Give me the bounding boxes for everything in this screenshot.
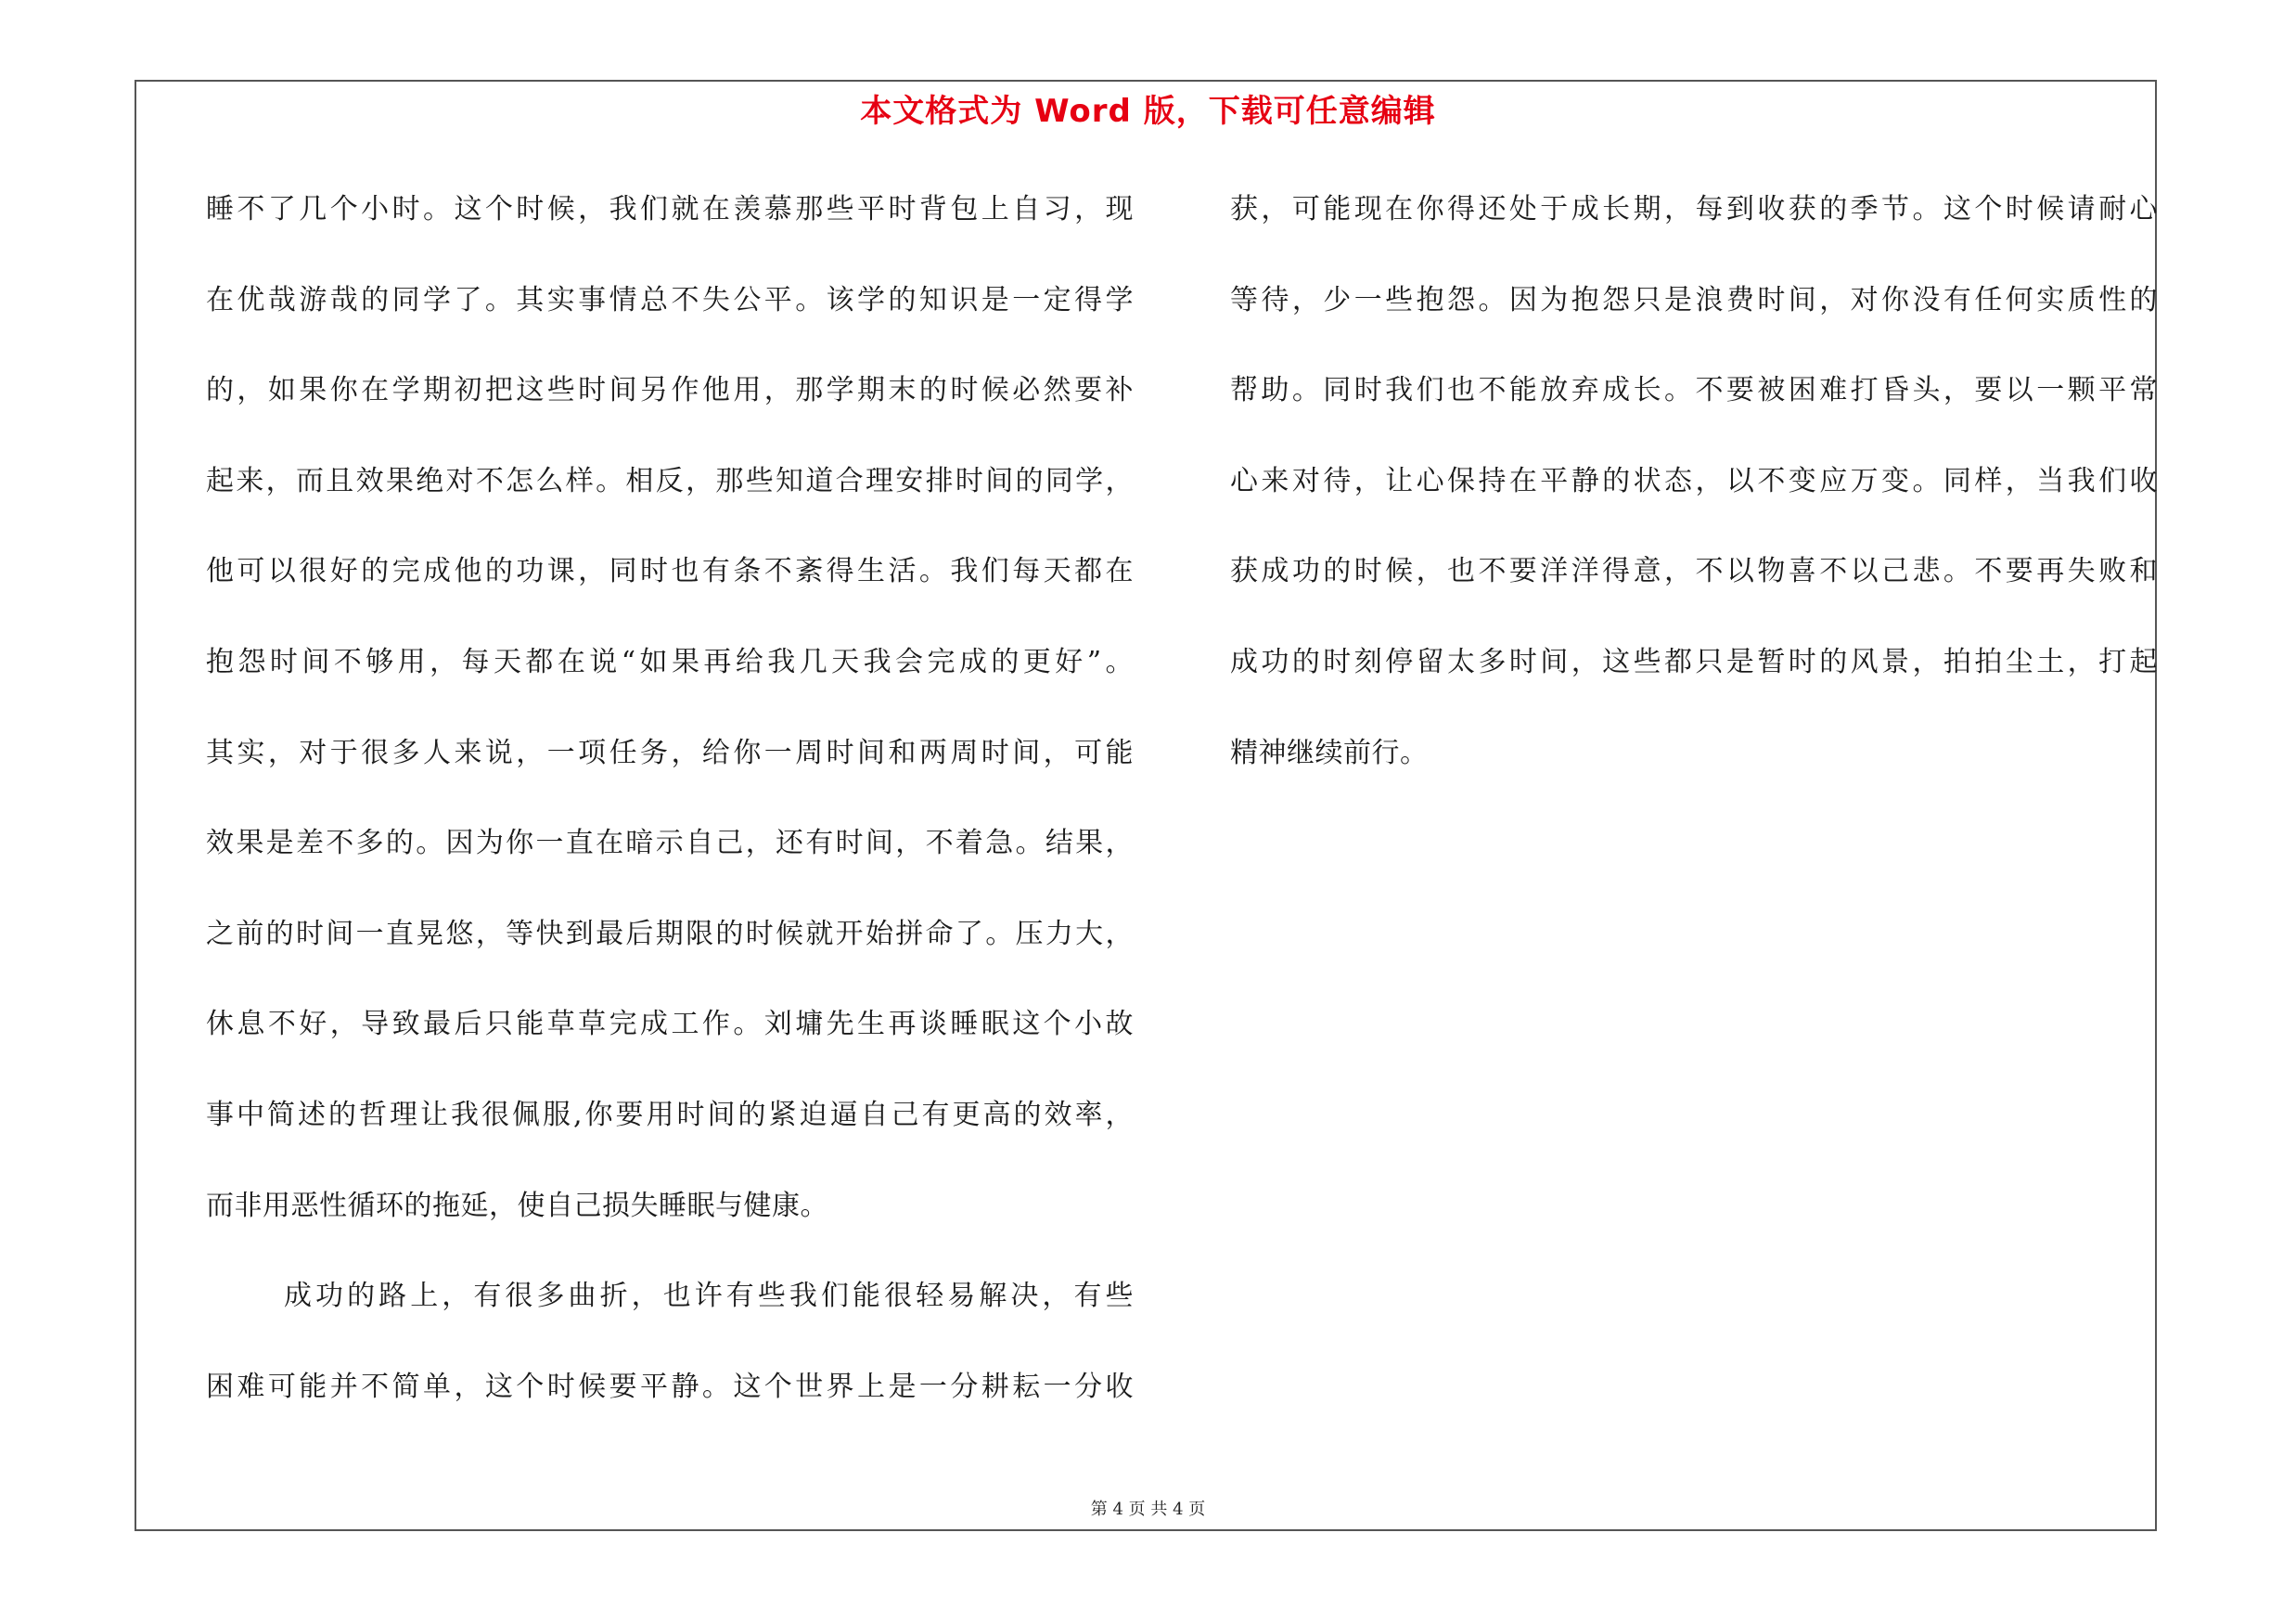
text-line: 成功的时刻停留太多时间，这些都只是暂时的风景，拍拍尘土，打起 [1230, 645, 2158, 678]
text-line: 休息不好，导致最后只能草草完成工作。刘墉先生再谈睡眠这个小故 [206, 1008, 1134, 1041]
text-line: 之前的时间一直晃悠，等快到最后期限的时候就开始拼命了。压力大， [206, 917, 1134, 950]
text-line: 精神继续前行。 [1230, 736, 1429, 769]
text-line: 起来，而且效果绝对不怎么样。相反，那些知道合理安排时间的同学， [206, 464, 1134, 497]
paragraph-start-line: 成功的路上，有很多曲折，也许有些我们能很轻易解决，有些 [284, 1280, 1134, 1313]
text-line: 事中简述的哲理让我很佩服,你要用时间的紧迫逼自己有更高的效率， [206, 1098, 1134, 1131]
text-line: 等待，少一些抱怨。因为抱怨只是浪费时间，对你没有任何实质性的 [1230, 283, 2158, 316]
text-line: 在优哉游哉的同学了。其实事情总不失公平。该学的知识是一定得学 [206, 283, 1134, 316]
right-text-column [1230, 182, 2158, 816]
text-line: 困难可能并不简单，这个时候要平静。这个世界上是一分耕耘一分收 [206, 1370, 1134, 1403]
page-number-footer: 第 4 页 共 4 页 [1090, 1500, 1206, 1519]
text-line: 睡不了几个小时。这个时候，我们就在羡慕那些平时背包上自习，现 [206, 193, 1134, 225]
text-line: 心来对待，让心保持在平静的状态，以不变应万变。同样，当我们收 [1230, 464, 2158, 497]
text-line: 获成功的时候，也不要洋洋得意，不以物喜不以己悲。不要再失败和 [1230, 555, 2158, 588]
format-notice-banner: 本文格式为 Word 版，下载可任意编辑 [860, 93, 1436, 130]
text-line: 帮助。同时我们也不能放弃成长。不要被困难打昏头，要以一颗平常 [1230, 374, 2158, 407]
text-line: 的，如果你在学期初把这些时间另作他用，那学期末的时候必然要补 [206, 374, 1134, 407]
text-line: 其实，对于很多人来说，一项任务，给你一周时间和两周时间，可能 [206, 736, 1134, 769]
left-text-column [206, 182, 1134, 1449]
text-line: 获，可能现在你得还处于成长期，每到收获的季节。这个时候请耐心 [1230, 193, 2158, 225]
text-line: 而非用恶性循环的拖延，使自己损失睡眠与健康。 [206, 1189, 828, 1222]
text-line: 抱怨时间不够用，每天都在说“如果再给我几天我会完成的更好”。 [206, 645, 1134, 678]
text-line: 效果是差不多的。因为你一直在暗示自己，还有时间，不着急。结果， [206, 827, 1134, 860]
text-line: 他可以很好的完成他的功课，同时也有条不紊得生活。我们每天都在 [206, 555, 1134, 588]
